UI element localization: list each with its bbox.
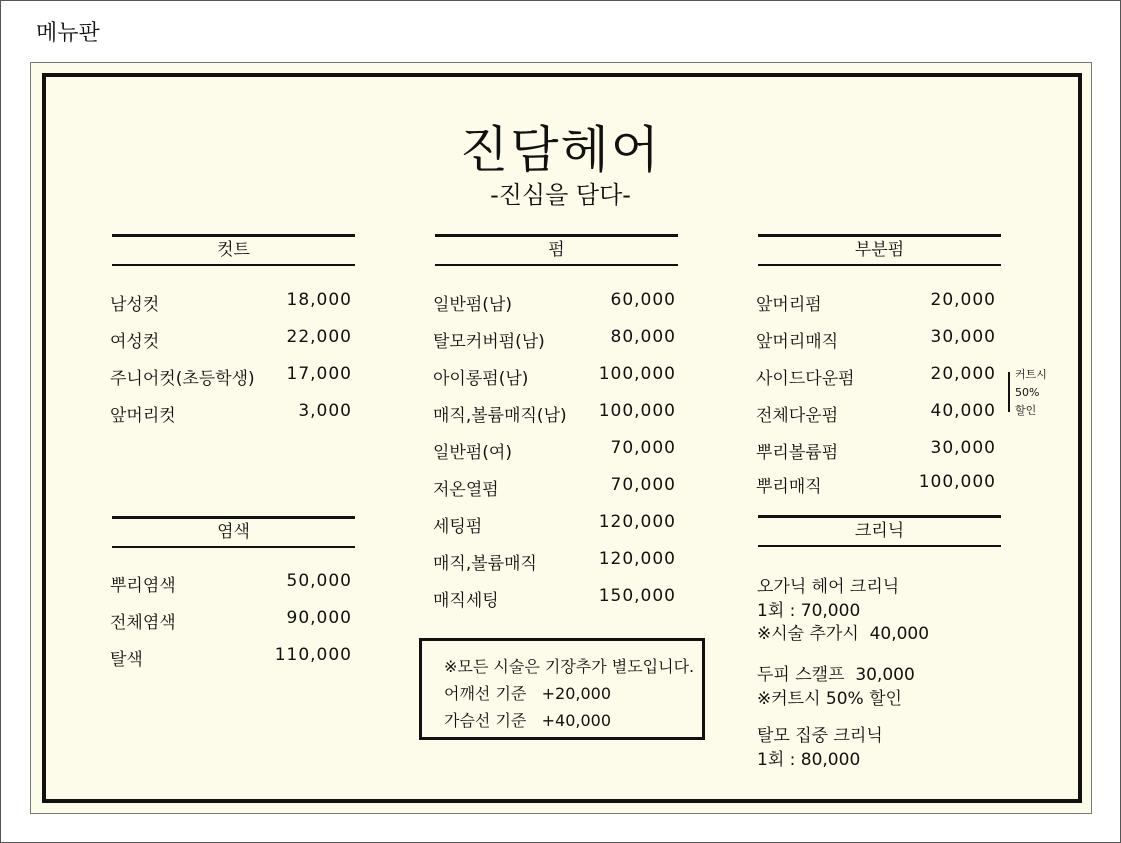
- menu-item-name: 뿌리염색: [110, 576, 176, 596]
- menu-item-name: 앞머리매직: [756, 332, 839, 352]
- discount-bracket: [1004, 372, 1010, 412]
- discount-note-line: 할인: [1015, 404, 1037, 417]
- menu-item-name: 일반펌(남): [433, 295, 512, 315]
- menu-item-name: 앞머리펌: [756, 295, 822, 315]
- dye-section-header: 염색: [112, 516, 355, 548]
- menu-item-price: 30,000: [930, 327, 996, 347]
- menu-item-price: 100,000: [918, 472, 996, 492]
- perm-section-header: 펌: [435, 234, 678, 266]
- discount-note: [1015, 366, 1055, 420]
- menu-item-price: 40,000: [930, 401, 996, 421]
- menu-item-name: 일반펌(여): [433, 443, 512, 463]
- menu-item-name: 뿌리매직: [756, 477, 822, 497]
- menu-item-price: 3,000: [298, 401, 352, 421]
- menu-item-name: 탈모커버펌(남): [433, 332, 545, 352]
- menu-item-name: 매직세팅: [433, 591, 499, 611]
- menu-item-name: 전체염색: [110, 613, 176, 633]
- menu-item-name: 뿌리볼륨펌: [756, 443, 839, 463]
- menu-item-name: 저온열펌: [433, 480, 499, 500]
- clinic-line: 오가닉 헤어 크리닉: [757, 577, 900, 597]
- menu-item-name: 전체다운펌: [756, 406, 839, 426]
- menu-item-price: 22,000: [286, 327, 352, 347]
- menu-item-name: 앞머리컷: [110, 406, 176, 426]
- notice-line: 어깨선 기준 +20,000: [444, 684, 612, 703]
- clinic-line: 두피 스캘프 30,000: [757, 665, 915, 685]
- clinic-line: 탈모 집중 크리닉: [757, 726, 883, 746]
- clinic-line: 1회 : 80,000: [757, 750, 861, 770]
- menu-item-price: 110,000: [274, 645, 352, 665]
- menu-item-name: 주니어컷(초등학생): [110, 369, 255, 389]
- menu-item-price: 70,000: [610, 438, 676, 458]
- menu-item-price: 60,000: [610, 290, 676, 310]
- menu-item-price: 50,000: [286, 571, 352, 591]
- cut-section-header: 컷트: [112, 234, 355, 266]
- menu-item-price: 20,000: [930, 364, 996, 384]
- menu-item-price: 90,000: [286, 608, 352, 628]
- menu-item-name: 매직,볼륨매직(남): [433, 406, 567, 426]
- menu-item-name: 아이롱펌(남): [433, 369, 529, 389]
- discount-note-line: 50%: [1015, 386, 1040, 399]
- menu-item-name: 사이드다운펌: [756, 369, 855, 389]
- clinic-line: 1회 : 70,000: [757, 601, 861, 621]
- menu-item-price: 120,000: [598, 549, 676, 569]
- clinic-line: ※커트시 50% 할인: [757, 689, 902, 709]
- menu-item-price: 30,000: [930, 438, 996, 458]
- length-surcharge-notice: [419, 638, 705, 740]
- notice-line: ※모든 시술은 기장추가 별도입니다.: [444, 657, 695, 676]
- clinic-section-header: 크리닉: [758, 515, 1001, 547]
- shop-slogan: -진심을 담다-: [490, 181, 631, 209]
- menu-item-name: 매직,볼륨매직: [433, 554, 537, 574]
- menu-item-name: 남성컷: [110, 295, 160, 315]
- window-title: 메뉴판: [36, 21, 100, 46]
- notice-line: 가슴선 기준 +40,000: [444, 711, 612, 730]
- shop-name: 진담헤어: [459, 121, 662, 179]
- menu-item-name: 여성컷: [110, 332, 160, 352]
- menu-item-price: 120,000: [598, 512, 676, 532]
- menu-item-price: 20,000: [930, 290, 996, 310]
- menu-item-price: 100,000: [598, 364, 676, 384]
- discount-note-line: 커트시: [1015, 368, 1047, 381]
- partial-perm-section-header: 부분펌: [758, 234, 1001, 266]
- menu-item-price: 70,000: [610, 475, 676, 495]
- menu-item-name: 탈색: [110, 650, 143, 670]
- menu-item-price: 17,000: [286, 364, 352, 384]
- menu-item-price: 100,000: [598, 401, 676, 421]
- menu-item-price: 18,000: [286, 290, 352, 310]
- clinic-line: ※시술 추가시 40,000: [757, 624, 930, 644]
- menu-item-price: 80,000: [610, 327, 676, 347]
- menu-item-name: 세팅펌: [433, 517, 483, 537]
- menu-item-price: 150,000: [598, 586, 676, 606]
